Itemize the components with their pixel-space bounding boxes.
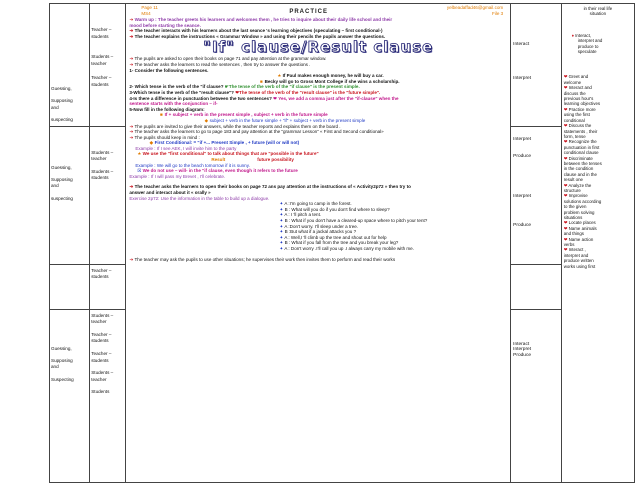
mode-label: Produce	[513, 352, 532, 358]
interaction-label: Students –	[91, 149, 114, 155]
author-email: yelbeadaffad46@gmail.com	[446, 5, 504, 10]
interaction-label: Students –	[91, 54, 114, 60]
heart-icon: ❤	[273, 95, 277, 101]
rule-example: Example : We will go to the beach tomorrow if it is sunny.	[135, 162, 250, 168]
interaction-label: students	[91, 33, 109, 39]
diamond-icon: ◆	[204, 117, 209, 123]
dialogue-line: ✦ A :I'm going to camp in the forest.	[279, 201, 352, 207]
interaction-label: Students –	[91, 370, 114, 376]
interaction-label: students	[91, 175, 109, 181]
stage-label: and	[51, 364, 59, 370]
diagram-line: ◆ subject + verb in the future simple + "if" + subject + verb in the present simple	[204, 117, 366, 123]
question-line: 1- Consider the following sentences.	[129, 67, 209, 73]
page-number: Page 11	[141, 5, 158, 10]
diamond-icon: ✦	[279, 240, 284, 246]
mode-label: Interpret	[513, 75, 532, 81]
checkmark-icon: ☛	[224, 84, 229, 90]
class-code: MS4	[141, 11, 151, 16]
interaction-label: Teacher –	[91, 267, 112, 273]
dialogue-line: ✦ B : What will you do if you don't find where to sleep?	[279, 206, 390, 212]
diamond-icon: ◆	[149, 140, 154, 146]
exercise-line: Exercise 2p72: Use the information in the table to build up a dialogue.	[129, 195, 270, 201]
heart-icon: ❤	[563, 106, 568, 112]
interaction-label: Students –	[91, 312, 114, 318]
interaction-cell-3	[90, 264, 126, 309]
heart-icon: ❤	[563, 85, 568, 91]
heart-icon: ❤	[563, 182, 568, 188]
interaction-label: Teacher –	[91, 331, 112, 337]
interaction-label: Teacher –	[91, 75, 112, 81]
diagram-line: ■ If + subject + verb in the present simple , subject + verb in the future simple	[159, 112, 328, 118]
lesson-plan-table	[49, 3, 635, 483]
warmup-line: ➔ Warm up : The teacher greets his learners and welcomes them , he tries to inquire about their daily life school and their	[129, 17, 393, 22]
diamond-icon: ✦	[279, 234, 284, 240]
result-label-line: Result future possibility	[211, 157, 294, 163]
objective-text: interpret and	[577, 38, 603, 44]
arrow-icon: ➔	[129, 28, 134, 34]
arrow-icon: ➔	[129, 184, 134, 190]
objective-text: speculate	[577, 49, 597, 55]
heart-icon: ❤	[563, 155, 568, 161]
diamond-icon: ✦	[279, 212, 284, 218]
stage-label: suspecting	[51, 195, 73, 201]
heart-icon: ❤	[563, 225, 568, 231]
objectives-cell: in their real life situation ♦ Interact, interpret and produce to speculate ❤ Greet and welcome ❤ Interact and discuss the previous hour's learning objectives ❤ Practice more using the first conditional ❤ Discuss the statements , their form, tense ❤ Recognize the punctuation in first conditional clause ❤ Discriminate between the tenses in the condition clause and in the result one ❤ Analyze the structure ❤ Improvise solutions according to the given problem solving situations ❤ Locate places ❤ Name animals and things ❤ Name action verbs ❤ Interact , interpret and produce written works using first	[561, 4, 634, 483]
interaction-cell-2	[90, 126, 126, 264]
interaction-label: students	[91, 357, 109, 363]
interaction-label: students	[91, 338, 109, 344]
interaction-cell-4	[90, 309, 126, 482]
objectives-list: ❤ Greet and welcome ❤ Interact and discuss the previous hour's learning objectives ❤ Practice more using the first conditional ❤ Discuss the statements , their form, tense ❤ Recognize the punctuation in first conditional clause ❤ Discriminate between the tenses in the condition clause and in the result one ❤ Analyze the structure ❤ Improvise solutions according to the given problem solving situations ❤ Locate places ❤ Name animals and things ❤ Name action verbs ❤ Interact , interpret and produce written works using first	[563, 74, 602, 269]
mode-label: Produce	[513, 154, 532, 160]
arrow-icon: ➔	[129, 123, 134, 129]
stage-label: Guessing,	[51, 164, 72, 170]
mode-cell-1	[511, 4, 562, 127]
square-bullet-icon: ■	[159, 112, 163, 118]
diamond-icon: ✦	[279, 201, 284, 207]
qa-line: 4-Is there a difference in punctuation between the two sentences? ❤ Yes, we add a comma just after the "if-clause" when the	[129, 95, 399, 101]
instruction-line: ➔ The teacher asks the learners to read the sentences , then try to answer the questions .	[129, 61, 311, 67]
interaction-label: Students –	[91, 168, 114, 174]
page-header	[129, 5, 507, 17]
interaction-label: Teacher –	[91, 27, 112, 32]
close-box-icon: ☒	[137, 168, 142, 174]
dialogue-line: ✦ B :But what if a jackal attacks you ?	[279, 229, 357, 235]
interaction-label: teacher	[91, 156, 107, 162]
interaction-label: Students	[91, 389, 110, 395]
arrow-icon: ➔	[129, 256, 134, 262]
practice-title: PRACTICE	[289, 9, 329, 15]
stage-label: and	[51, 183, 59, 189]
stage-cell-1	[50, 4, 90, 127]
stage-cell-2	[50, 126, 90, 264]
qa-line: 2- Which tense is the verb of the "if clause? ☛The tense of the verb of the "if clause" is the present simple.	[129, 84, 360, 90]
rule-line: ◆ First Conditional: = "if +... Present Simple , + future (will or will not)	[149, 140, 300, 146]
procedure-cell	[126, 4, 511, 483]
rule-line: ★ We use the "first conditional" to talk about things that are "possible in the future"	[137, 151, 319, 157]
instruction-line: ➔ The teacher interacts with his learners about the last seance 's learning objectives (speculating – first conditional-)	[129, 28, 383, 34]
star-icon: ★	[277, 73, 282, 79]
interaction-label: teacher	[91, 376, 107, 382]
instruction-line: ➔ The teacher asks the learners to open their books on page 72 ans pay attention at the instructions of « Activity2p72 » then try to	[129, 184, 411, 190]
mode-label: Interact	[513, 341, 530, 347]
stage-cell-3	[50, 309, 90, 482]
mode-cell-empty	[511, 264, 562, 309]
mode-cell-3	[511, 309, 562, 482]
mode-label: Interpret	[513, 193, 532, 199]
interaction-label: students	[91, 274, 109, 280]
objective-text: in their real life	[583, 6, 613, 11]
instruction-line-2: answer and interact about it « orally »	[129, 190, 211, 196]
heart-icon: ♦	[571, 32, 574, 38]
file-number: File 3	[492, 11, 504, 16]
rule-example: Example : If I will pass my Brevet , I'll celebrate.	[129, 173, 226, 179]
arrow-icon: ➔	[129, 17, 134, 22]
heart-icon: ❤	[563, 123, 568, 129]
stage-label: suspecting	[51, 117, 73, 123]
dialogue-line: ✦ A : Well,I 'll climb up the tree and shout out for help	[279, 234, 387, 240]
objective-text: produce to	[577, 43, 599, 49]
stage-label: Guessing,	[51, 86, 72, 91]
mode-cell-2	[511, 126, 562, 264]
stage-label: Suspecting	[51, 376, 74, 382]
interaction-label: Teacher –	[91, 351, 112, 356]
stage-label: Supposing	[51, 98, 73, 104]
rule-example: Example : If I see AEK, I will invite him to the party	[135, 145, 237, 151]
qa-line: 3-Which tense is the verb of the "result clause"? ❤The tense of the verb of the "result clause" is the "future simple".	[129, 89, 381, 95]
heart-icon: ❤	[563, 220, 568, 226]
warmup-line-2: mood before starting the seance.	[129, 22, 201, 28]
mode-label: Interpret	[513, 347, 532, 353]
instruction-line: ➔ The pupils are asked to open their books on page 71 and pay attention at the grammar window.	[129, 56, 327, 62]
dialogue-line: ✦ A : I 'll pitch a tent.	[279, 212, 322, 218]
qa-line: sentence starts with the conjunction – if-	[129, 101, 218, 107]
interaction-label: students	[91, 81, 109, 87]
heart-icon: ❤	[563, 193, 568, 199]
arrow-icon: ➔	[129, 33, 134, 39]
square-bullet-icon: ■	[259, 78, 263, 84]
heart-icon: ❤	[563, 139, 568, 145]
heart-icon: ❤	[235, 89, 240, 95]
instruction-line: ➔ The pupils should keep in mind :	[129, 134, 200, 140]
dialogue	[129, 201, 507, 251]
arrow-icon: ➔	[129, 129, 134, 135]
diamond-icon: ✦	[279, 206, 284, 212]
arrow-icon: ➔	[129, 134, 134, 140]
note-line: ☒ We do not use – will- in the "if clause, even though it refers to the future	[137, 168, 298, 174]
arrow-icon: ➔	[129, 56, 134, 62]
stage-label: Supposing	[51, 177, 73, 183]
question-line: 5-Now fill in the following diagram:	[129, 106, 205, 112]
mode-label: Interpret	[513, 136, 532, 142]
dialogue-line: ✦ B : What if you fall from the tree and you break your leg?	[279, 240, 399, 246]
heart-icon: ❤	[563, 236, 568, 242]
example-line: ■ Becky will go to Gross Mont College if she wins a scholarship.	[259, 78, 400, 84]
mode-label: Interact	[513, 42, 530, 47]
heart-icon: ❤	[563, 74, 568, 80]
instruction-line: ➔ The pupils are invited to give their answers, while the teacher reports and explains them on the board .	[129, 123, 341, 129]
stage-label: Guessing,	[51, 345, 72, 351]
stage-label: Supposing	[51, 358, 73, 364]
mode-label: Produce	[513, 223, 532, 229]
interaction-cell-1	[90, 4, 126, 127]
dialogue-line: ✦ A : Don't worry .I'll call you up .I always carry my mobile with me.	[279, 245, 414, 251]
instruction-line: ➔ The teacher explains the instructions « Grammar Window » and using their pencils the pupils answer the questions.	[129, 33, 386, 39]
stage-label: and	[51, 104, 59, 110]
diamond-icon: ✦	[279, 223, 284, 229]
star-icon: ★	[137, 151, 142, 157]
instruction-line: ➔ The teacher may ask the pupils to use other situations; he supervises their work then invites them to perform and read their works	[129, 256, 396, 262]
dialogue-line: ✦ B : What if you don't have a cleared-up space where to pitch your tent?	[279, 218, 428, 223]
interaction-label: teacher	[91, 319, 107, 325]
stage-cell-empty	[50, 264, 90, 309]
objective-text: situation	[589, 11, 607, 17]
banner-title: "If" clause/Result clause	[203, 38, 434, 57]
example-line: ★ If Paul makes enough money, he will buy a car.	[277, 73, 384, 79]
diamond-icon: ✦	[279, 229, 284, 235]
dialogue-line: ✦ A :Don't worry. I'll sleep under a tree.	[279, 223, 359, 229]
instruction-line: ➔ The teacher asks the learners to go to page 183 and pay attention at the "grammar Lesson" « First and Second conditional»	[129, 129, 384, 135]
diamond-icon: ✦	[279, 218, 284, 223]
interaction-label: teacher	[91, 60, 107, 66]
lesson-page	[49, 3, 635, 449]
arrow-icon: ➔	[129, 61, 134, 67]
diamond-icon: ✦	[279, 245, 284, 251]
heart-icon: ❤	[563, 247, 568, 253]
